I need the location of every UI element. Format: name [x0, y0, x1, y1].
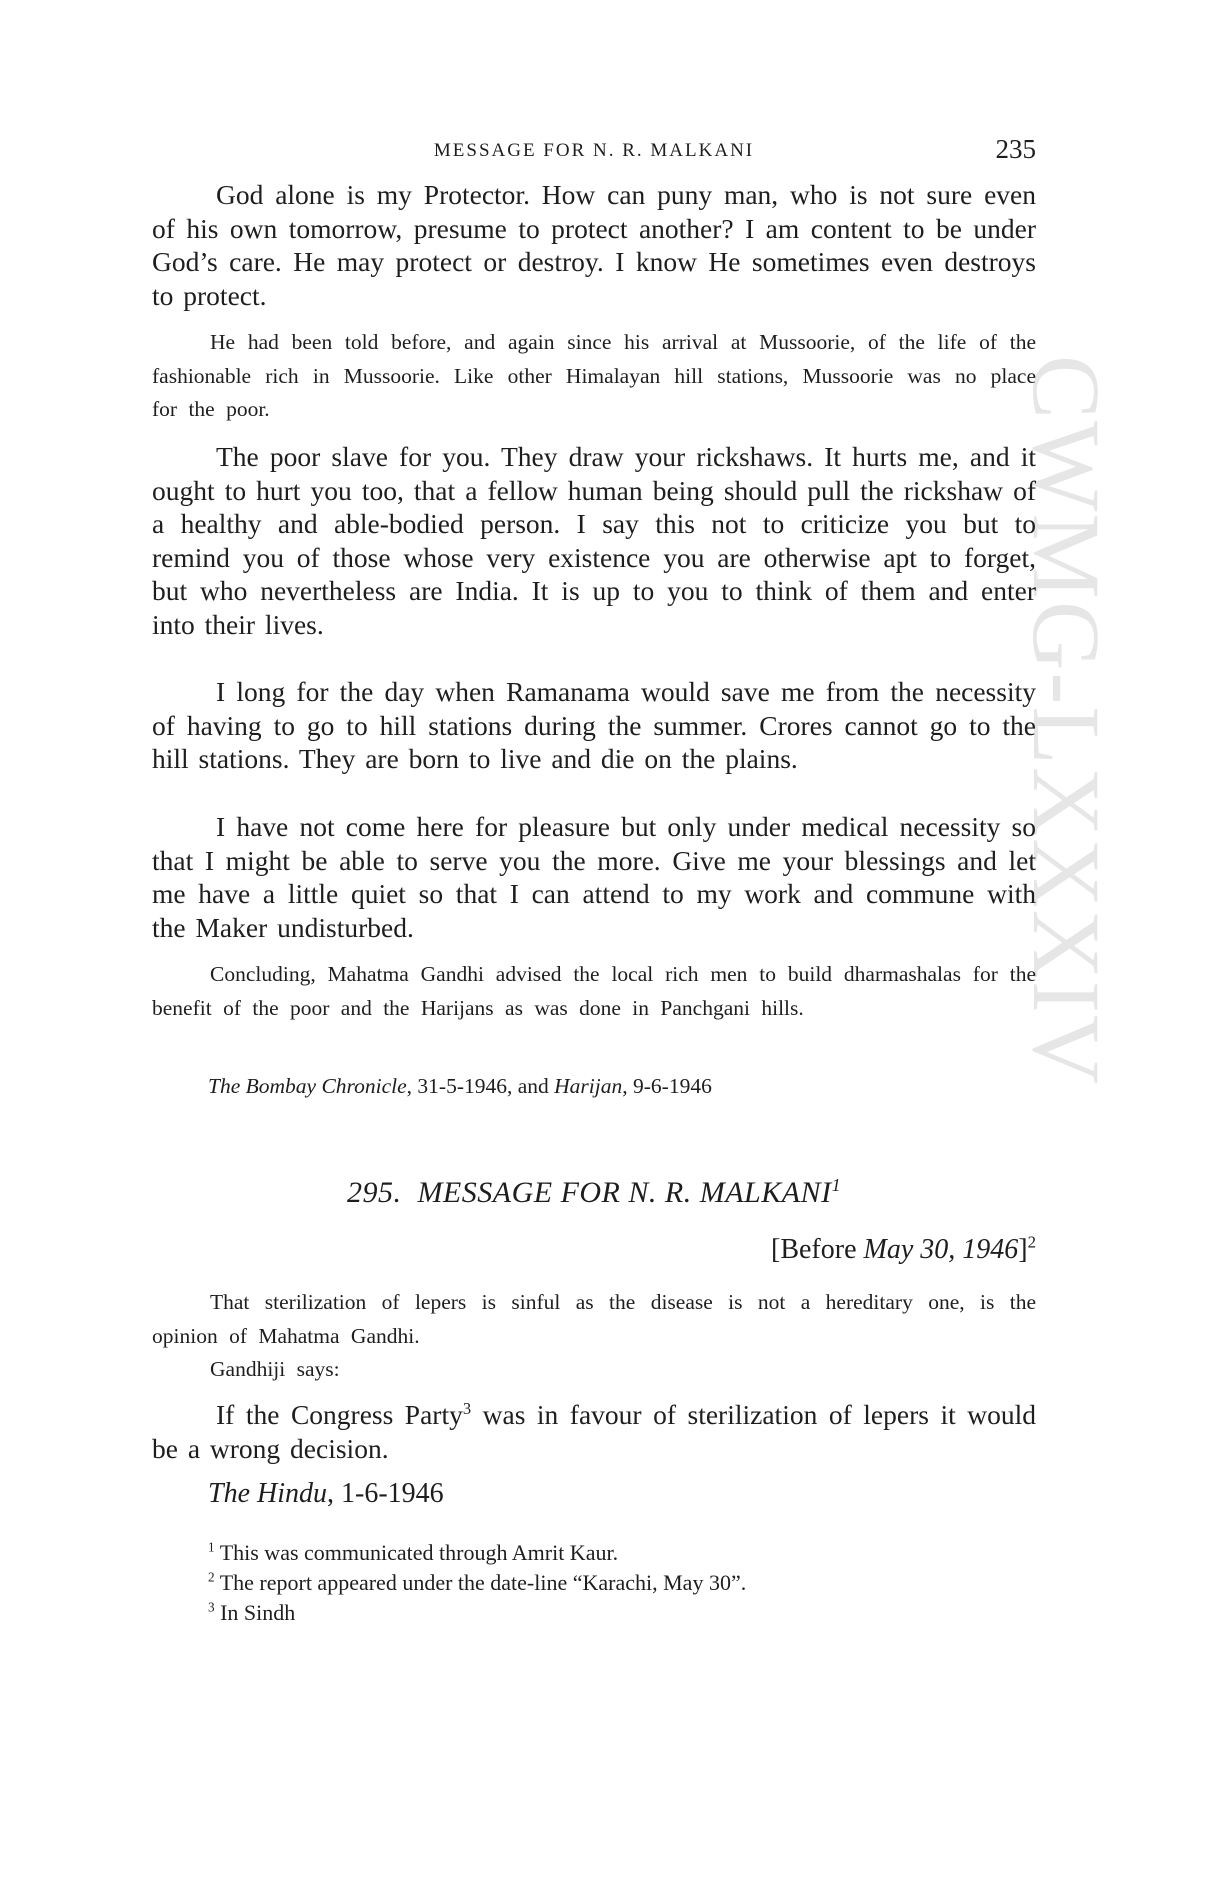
paragraph-concluding: Concluding, Mahatma Gandhi advised the local rich men to build dharmashalas for the benefit of the poor and the Harijans as was done in Panchgani hills.	[152, 962, 1036, 1020]
congress-footnote-ref: 3	[462, 1398, 472, 1418]
footnote-2-number: 2	[208, 1569, 215, 1585]
dateline-footnote-ref: 2	[1027, 1232, 1036, 1252]
dateline-open: [Before	[771, 1234, 864, 1265]
paragraph-mussoorie-context: He had been told before, and again since his arrival at Mussoorie, of the life of the fashionable rich in Mussoorie. Like other Himalayan hill stations, Mussoorie was no place for the poor.	[152, 330, 1036, 421]
footnote-2-text: The report appeared under the date-line “Karachi, May 30”.	[214, 1570, 747, 1595]
paragraph-medical-necessity: I have not come here for pleasure but only under medical necessity so that I might be able to serve you the more. Give me your blessings and let me have a little quiet so that I can attend to my work and commune with the Maker undisturbed.	[152, 811, 1036, 943]
footnote-1	[152, 1538, 1036, 1568]
paragraph-protector: God alone is my Protector. How can puny man, who is not sure even of his own tomorrow, presume to protect another? I am content to be under God’s care. He may protect or destroy. I know He sometimes even destroys to protect.	[152, 179, 1036, 311]
source-citation-1	[152, 1071, 1036, 1101]
section-number: 295.	[346, 1176, 402, 1209]
paragraph-congress-party	[152, 1398, 1036, 1465]
paragraph-ramanama: I long for the day when Ramanama would save me from the necessity of having to go to hill stations during the summer. Crores cannot go to the hill stations. They are born to live and die on the plains.	[152, 676, 1036, 774]
congress-text-before: If the Congress Party	[216, 1399, 463, 1430]
source-title-hindu: The Hindu	[208, 1478, 327, 1509]
footnote-1-number: 1	[208, 1539, 215, 1555]
footnote-3-text: In Sindh	[214, 1600, 296, 1625]
footnote-3-number: 3	[208, 1599, 215, 1615]
footnotes	[152, 1538, 1036, 1628]
source-title-bombay-chronicle: The Bombay Chronicle	[208, 1074, 407, 1098]
source-date-2: , 9-6-1946	[622, 1074, 712, 1098]
page-header	[152, 134, 1036, 166]
dateline-close: ]	[1018, 1234, 1028, 1265]
footnote-2	[152, 1568, 1036, 1598]
title-footnote-ref: 1	[831, 1175, 842, 1195]
source-citation-2	[152, 1478, 1036, 1510]
dateline-date: May 30, 1946	[863, 1234, 1019, 1265]
paragraph-sterilization: That sterilization of lepers is sinful as the disease is not a hereditary one, is the opinion of Mahatma Gandhi.	[152, 1290, 1036, 1348]
dateline	[771, 1234, 1036, 1266]
footnote-3	[152, 1598, 1036, 1628]
paragraph-gandhiji-says: Gandhiji says:	[210, 1357, 340, 1381]
paragraph-rickshaws: The poor slave for you. They draw your rickshaws. It hurts me, and it ought to hurt you too, that a fellow human being should pull the rickshaw of a healthy and able-bodied person. I say this not to criticize you but to remind you of those whose very existence you are otherwise apt to forget, but who nevertheless are India. It is up to you to think of them and enter into their lives.	[152, 441, 1036, 640]
source-date-1: , 31-5-1946, and	[406, 1074, 555, 1098]
footnote-1-text: This was communicated through Amrit Kaur.	[214, 1540, 619, 1565]
watermark-text: CWMG-LXXXIV	[1013, 355, 1120, 1087]
section-title-text: MESSAGE FOR N. R. MALKANI	[417, 1176, 832, 1209]
source-title-harijan: Harijan	[554, 1074, 623, 1098]
running-head: MESSAGE FOR N. R. MALKANI	[433, 140, 755, 161]
congress-text-after: was in favour of sterilization of lepers it would be a wrong decision.	[152, 1399, 1036, 1464]
source-date-hindu: , 1-6-1946	[327, 1478, 444, 1509]
section-title	[152, 1176, 1036, 1210]
page-number: 235	[995, 134, 1036, 164]
